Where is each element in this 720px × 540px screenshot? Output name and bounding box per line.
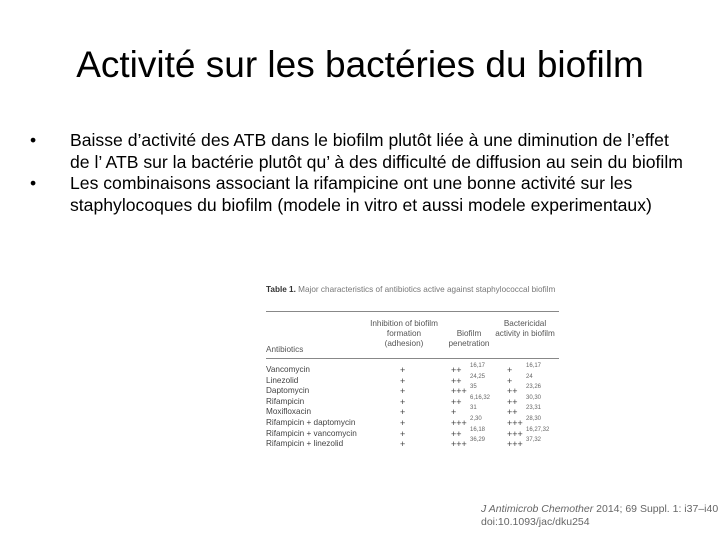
table-cell-penetration: ++	[451, 428, 462, 439]
table-cell-inhibition: +	[400, 439, 406, 450]
table-cell-penetration-ref: 2,30	[470, 416, 482, 422]
table-cell-bactericidal-ref: 16,27,32	[526, 426, 550, 433]
table-cell-bactericidal-ref: 23,31	[526, 405, 542, 412]
table-row-antibiotic: Rifampicin	[266, 396, 305, 406]
table-cell-bactericidal: +	[507, 375, 513, 386]
table-row-antibiotic: Rifampicin + vancomycin	[266, 428, 357, 438]
table-cell-inhibition: +	[400, 365, 406, 375]
bullet-item	[30, 130, 690, 173]
table-cell-penetration: +	[451, 407, 457, 418]
table-cell-penetration: +++	[451, 439, 467, 450]
table-caption-label: Table 1.	[266, 285, 296, 294]
table-row-antibiotic: Moxifloxacin	[266, 407, 312, 417]
table-caption	[266, 284, 561, 295]
citation-line	[481, 503, 718, 516]
header-bactericidal: Bactericidal activity in biofilm	[495, 319, 555, 338]
citation-doi: doi:10.1093/jac/dku254	[481, 516, 590, 528]
table-caption-text: Major characteristics of antibiotics active against staphylococcal biofilm	[298, 285, 556, 294]
table-cell-penetration: ++	[451, 396, 462, 407]
bullet-list	[30, 130, 690, 216]
bullet-marker: •	[30, 130, 37, 150]
table-cell-penetration: ++	[451, 375, 462, 386]
citation	[481, 503, 718, 529]
table-image	[263, 281, 563, 471]
table-row-antibiotic: Daptomycin	[266, 386, 310, 396]
table-cell-penetration-ref: 16,18	[470, 426, 486, 433]
table-cell-bactericidal-ref: 24	[526, 373, 533, 380]
table-cell-penetration: +++	[451, 418, 467, 428]
table-row-antibiotic: Vancomycin	[266, 365, 310, 374]
table-cell-penetration-ref: 6,16,32	[470, 394, 491, 401]
table-cell-bactericidal: +++	[507, 418, 523, 428]
table-cell-inhibition: +	[400, 428, 406, 439]
table-row-antibiotic: Rifampicin + daptomycin	[266, 418, 356, 427]
table-cell-inhibition: +	[400, 407, 406, 418]
table-cell-penetration: ++	[451, 365, 462, 375]
citation-journal: J Antimicrob Chemother	[481, 503, 594, 515]
header-antibiotics: Antibiotics	[266, 345, 304, 354]
header-inhibition: Inhibition of biofilm formation (adhesion)	[370, 319, 438, 348]
table-cell-bactericidal-ref: 28,30	[526, 416, 542, 422]
slide-title: Activité sur les bactéries du biofilm	[76, 44, 644, 85]
table-row-antibiotic: Linezolid	[266, 375, 299, 385]
bullet-text: Baisse d’activité des ATB dans le biofilm plutôt liée à une diminution de l’effet de l’ ATB sur la bactérie plutôt qu’ à des difficulté de diffusion au sein du biofilm	[70, 130, 683, 172]
table-cell-penetration-ref: 36,29	[470, 437, 486, 444]
table-header-rule	[266, 358, 559, 359]
table-cell-bactericidal: +++	[507, 439, 523, 450]
table-cell-penetration-ref: 35	[470, 384, 477, 391]
table-cell-inhibition: +	[400, 386, 406, 397]
header-penetration: Biofilm penetration	[448, 329, 490, 348]
table-cell-penetration-ref: 16,17	[470, 363, 486, 369]
table-cell-bactericidal-ref: 37,32	[526, 437, 542, 444]
bullet-text: Les combinaisons associant la rifampicine ont une bonne activité sur les staphylocoques du biofilm (modele in vitro et aussi modele experimentaux)	[70, 173, 652, 215]
table-cell-bactericidal: +	[507, 365, 513, 375]
citation-details: 2014; 69 Suppl. 1: i37–i40	[593, 503, 719, 515]
table-cell-inhibition: +	[400, 375, 406, 386]
bullet-item	[30, 173, 690, 216]
table-cell-bactericidal: ++	[507, 386, 518, 397]
table-cell-bactericidal-ref: 30,30	[526, 394, 542, 401]
table-cell-penetration: +++	[451, 386, 467, 397]
table-top-rule	[266, 311, 559, 312]
table-cell-bactericidal-ref: 23,26	[526, 384, 542, 391]
table-cell-bactericidal: +++	[507, 428, 523, 439]
table-cell-bactericidal-ref: 16,17	[526, 363, 542, 369]
table-cell-inhibition: +	[400, 396, 406, 407]
table-cell-penetration-ref: 31	[470, 405, 477, 412]
table-cell-bactericidal: ++	[507, 407, 518, 418]
table-cell-penetration-ref: 24,25	[470, 373, 486, 380]
bullet-marker: •	[30, 173, 37, 193]
table-cell-bactericidal: ++	[507, 396, 518, 407]
table-cell-inhibition: +	[400, 418, 406, 428]
table-row-antibiotic: Rifampicin + linezolid	[266, 439, 344, 449]
